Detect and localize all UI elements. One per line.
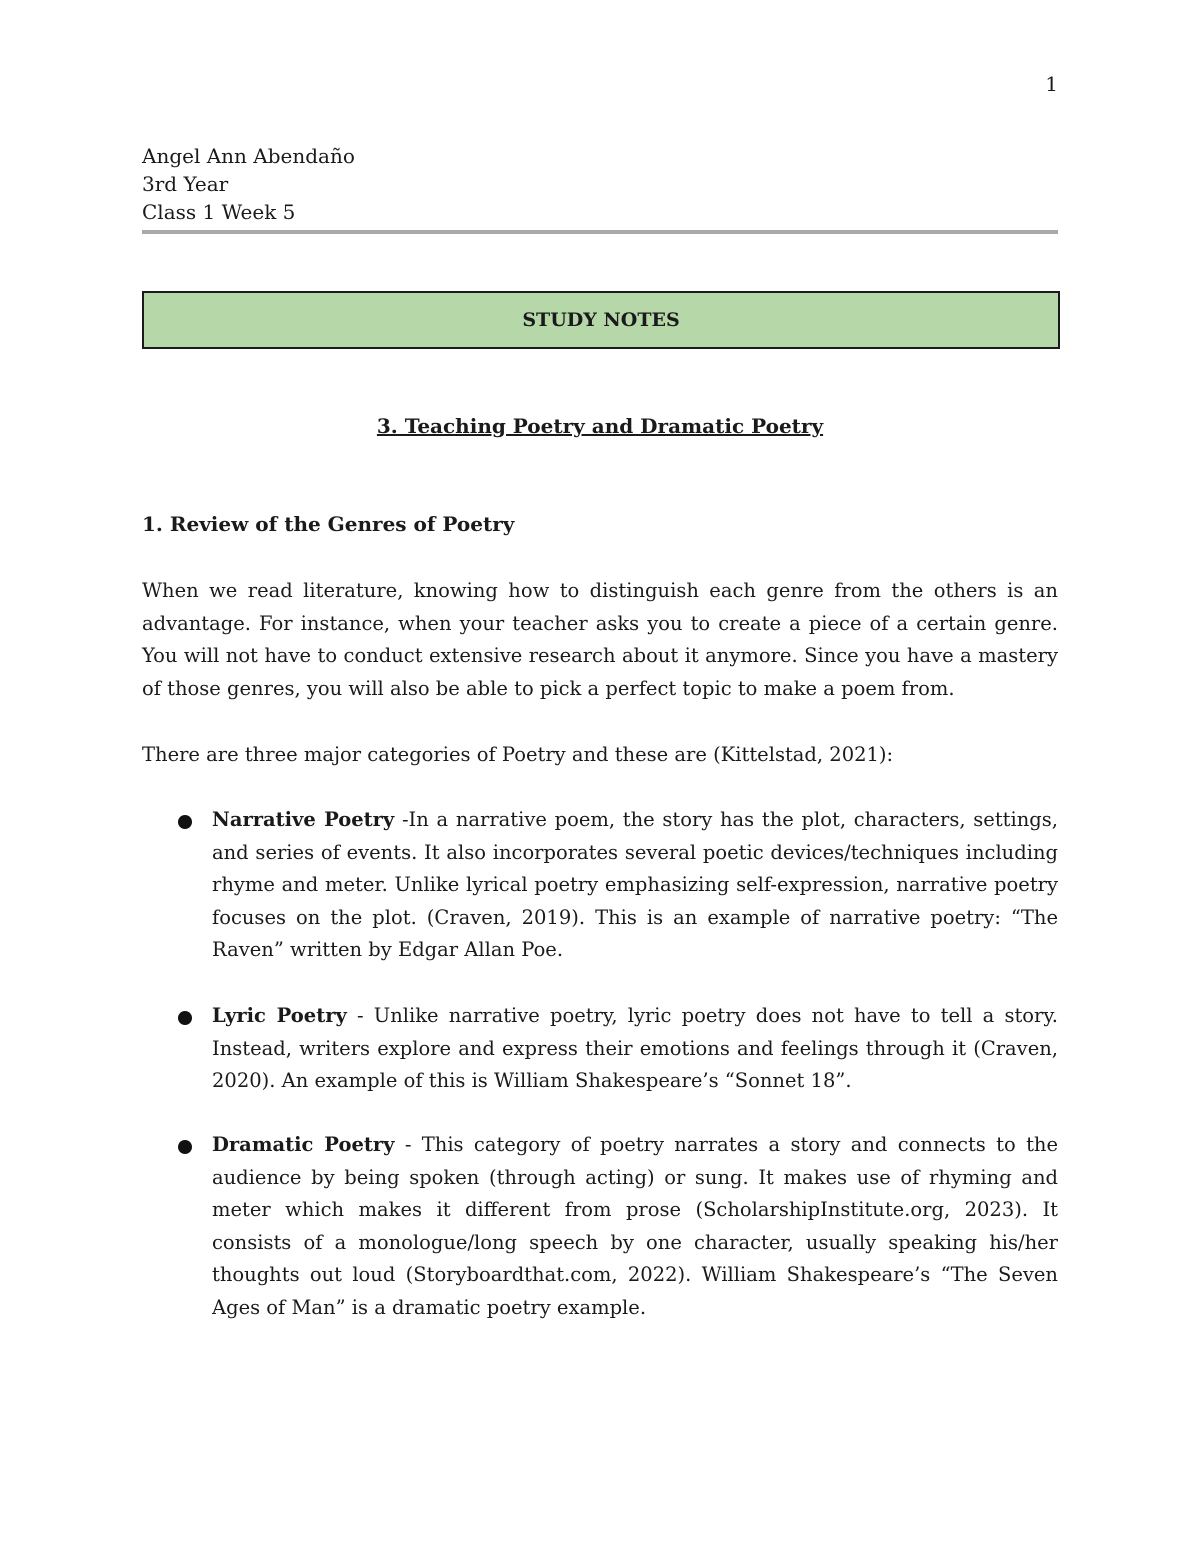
bullet-icon bbox=[178, 1140, 192, 1154]
page-number: 1 bbox=[1045, 72, 1058, 96]
bullet-icon bbox=[178, 1011, 192, 1025]
header-divider bbox=[142, 230, 1058, 234]
student-name: Angel Ann Abendaño bbox=[142, 144, 355, 168]
genre-name: Narrative Poetry bbox=[212, 808, 395, 831]
genre-text bbox=[212, 1000, 1058, 1098]
genre-text bbox=[212, 804, 1058, 967]
study-notes-banner bbox=[142, 291, 1060, 349]
genre-description: - This category of poetry narrates a story and connects to the audience by being spoken (through acting) or sung. It makes use of rhyming and meter which makes it different from prose (ScholarshipInstitute.org, 2023). It consists of a monologue/long speech by one character, usually speaking his/her thoughts out loud (Storyboardthat.com, 2022). William Shakespeare’s “The Seven Ages of Man” is a dramatic poetry example. bbox=[212, 1133, 1059, 1319]
genre-description: -In a narrative poem, the story has the plot, characters, settings, and series of events. It also incorporates several poetic devices/techniques including rhyme and meter. Unlike lyrical poetry emphasizing self-expression, narrative poetry focuses on the plot. (Craven, 2019). This is an example of narrative poetry: “The Raven” written by Edgar Allan Poe. bbox=[212, 808, 1058, 962]
section-heading: 1. Review of the Genres of Poetry bbox=[142, 512, 515, 536]
genre-text bbox=[212, 1129, 1058, 1325]
student-header bbox=[142, 142, 355, 226]
genre-name: Dramatic Poetry bbox=[212, 1133, 395, 1156]
lesson-title: 3. Teaching Poetry and Dramatic Poetry bbox=[376, 414, 824, 438]
student-year: 3rd Year bbox=[142, 172, 229, 196]
class-week: Class 1 Week 5 bbox=[142, 200, 296, 224]
genre-name: Lyric Poetry bbox=[212, 1004, 347, 1027]
genre-description: - Unlike narrative poetry, lyric poetry does not have to tell a story. Instead, writers explore and express their emotions and feelings through it (Craven, 2020). An example of this is William Shakespeare’s “Sonnet 18”. bbox=[212, 1004, 1058, 1093]
bullet-icon bbox=[178, 815, 192, 829]
study-notes-label: STUDY NOTES bbox=[522, 309, 680, 331]
categories-intro: There are three major categories of Poetry and these are (Kittelstad, 2021): bbox=[142, 743, 894, 766]
intro-paragraph: When we read literature, knowing how to distinguish each genre from the others is an advantage. For instance, when your teacher asks you to create a piece of a certain genre. You will not have to conduct extensive research about it anymore. Since you have a mastery of those genres, you will also be able to pick a perfect topic to make a poem from. bbox=[142, 579, 1058, 700]
